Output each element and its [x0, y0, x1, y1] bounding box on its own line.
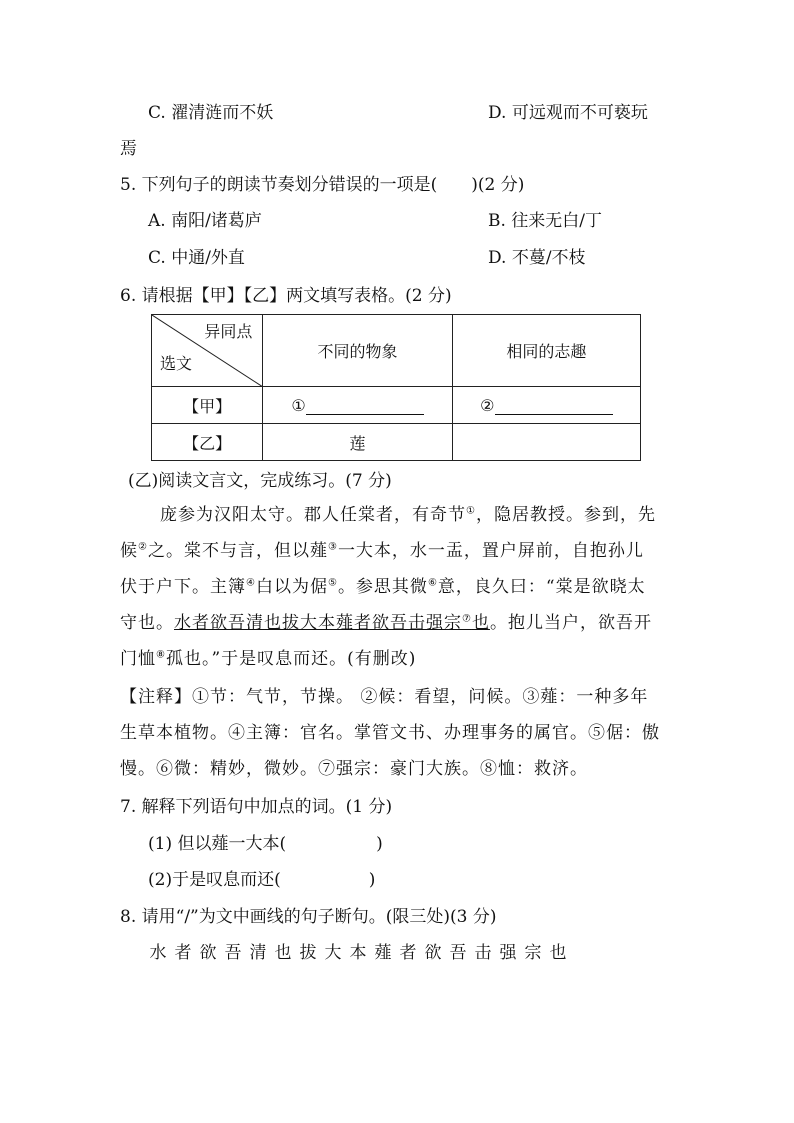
q8-char: 欲: [424, 943, 443, 963]
q8-char: 水: [149, 943, 168, 963]
q5-option-b: B. 往来无白/丁: [488, 211, 603, 231]
q8-stem: 8. 请用“/”为文中画线的句子断句。(限三处)(3 分): [120, 907, 497, 927]
passage-line-3: 伏于户下。主簿④白以为倨⑤。参思其微⑥意，良久曰：“棠是欲晓太: [120, 577, 646, 597]
q7-item-2: (2)于是叹息而还( ): [148, 870, 376, 890]
notes-line-1: 【注释】①节：气节，节操。 ②候：看望，问候。③薤：一种多年: [120, 687, 649, 707]
q8-char: 本: [349, 943, 368, 963]
q8-sentence-chars[interactable]: [146, 938, 571, 963]
col-header-same: 相同的志趣: [452, 315, 640, 387]
corner-bottom-label: 选文: [160, 354, 193, 373]
q8-char: 宗: [524, 943, 543, 963]
cell-empty[interactable]: [452, 424, 640, 461]
q8-char: 大: [324, 943, 343, 963]
col-header-different: 不同的物象: [263, 315, 452, 387]
answer-cell-2[interactable]: [452, 387, 640, 424]
corner-top-label: 异同点: [204, 322, 253, 341]
q5-option-a: A. 南阳/诸葛庐: [148, 211, 262, 231]
q8-char: 吾: [449, 943, 468, 963]
q8-char: 薤: [374, 943, 393, 963]
comparison-table: [151, 314, 641, 461]
underlined-sentence: 水者欲吾清也拔大本薤者欲吾击强宗⑦也: [174, 613, 490, 633]
section-yi-title: (乙)阅读文言文，完成练习。(7 分): [128, 471, 392, 491]
blank-2-label: ②: [480, 395, 495, 415]
option-d-wrap: 焉: [120, 139, 137, 159]
notes-line-3: 慢。⑥微：精妙，微妙。⑦强宗：豪门大族。⑧恤：救济。: [120, 759, 588, 779]
q8-char: 也: [549, 943, 568, 963]
blank-2-line: [495, 396, 613, 415]
notes-line-2: 生草本植物。④主簿：官名。掌管文书、办理事务的属官。⑤倨：傲: [120, 723, 660, 743]
passage-line-2: 候②之。棠不与言，但以薤③一大本，水一盂，置户屏前，自抱孙儿: [120, 541, 644, 561]
q8-char: 清: [249, 943, 268, 963]
passage-line-5: 门恤⑧孤也。”于是叹息而还。(有删改): [120, 649, 417, 669]
passage-line-4: 守也。水者欲吾清也拔大本薤者欲吾击强宗⑦也。抱儿当户，欲吾开: [120, 613, 652, 633]
cell-lotus: 莲: [263, 424, 452, 461]
passage-line-1: 庞参为汉阳太守。郡人任棠者，有奇节①，隐居教授。参到，先: [160, 505, 656, 525]
answer-cell-1[interactable]: [263, 387, 452, 424]
q8-char: 欲: [199, 943, 218, 963]
q7-stem: 7. 解释下列语句中加点的词。(1 分): [120, 797, 393, 817]
q8-char: 者: [399, 943, 418, 963]
q7-item-1: (1) 但以薤一大本( ): [148, 834, 383, 854]
row-label-jia: 【甲】: [152, 387, 263, 424]
table-corner-cell: [152, 315, 263, 387]
blank-1-line: [306, 396, 424, 415]
q8-char: 拔: [299, 943, 318, 963]
q8-char: 者: [174, 943, 193, 963]
q8-char: 吾: [224, 943, 243, 963]
q8-char: 击: [474, 943, 493, 963]
q5-option-c: C. 中通/外直: [148, 248, 245, 268]
blank-1-label: ①: [291, 395, 306, 415]
q5-stem: 5. 下列句子的朗读节奏划分错误的一项是( )(2 分): [120, 175, 525, 195]
option-d: D. 可远观而不可亵玩: [488, 103, 648, 123]
q8-char: 也: [274, 943, 293, 963]
row-label-yi: 【乙】: [152, 424, 263, 461]
option-c: C. 濯清涟而不妖: [148, 103, 274, 123]
q8-char: 强: [499, 943, 518, 963]
q5-option-d: D. 不蔓/不枝: [488, 248, 586, 268]
q6-stem: 6. 请根据【甲】【乙】两文填写表格。(2 分): [120, 286, 452, 306]
